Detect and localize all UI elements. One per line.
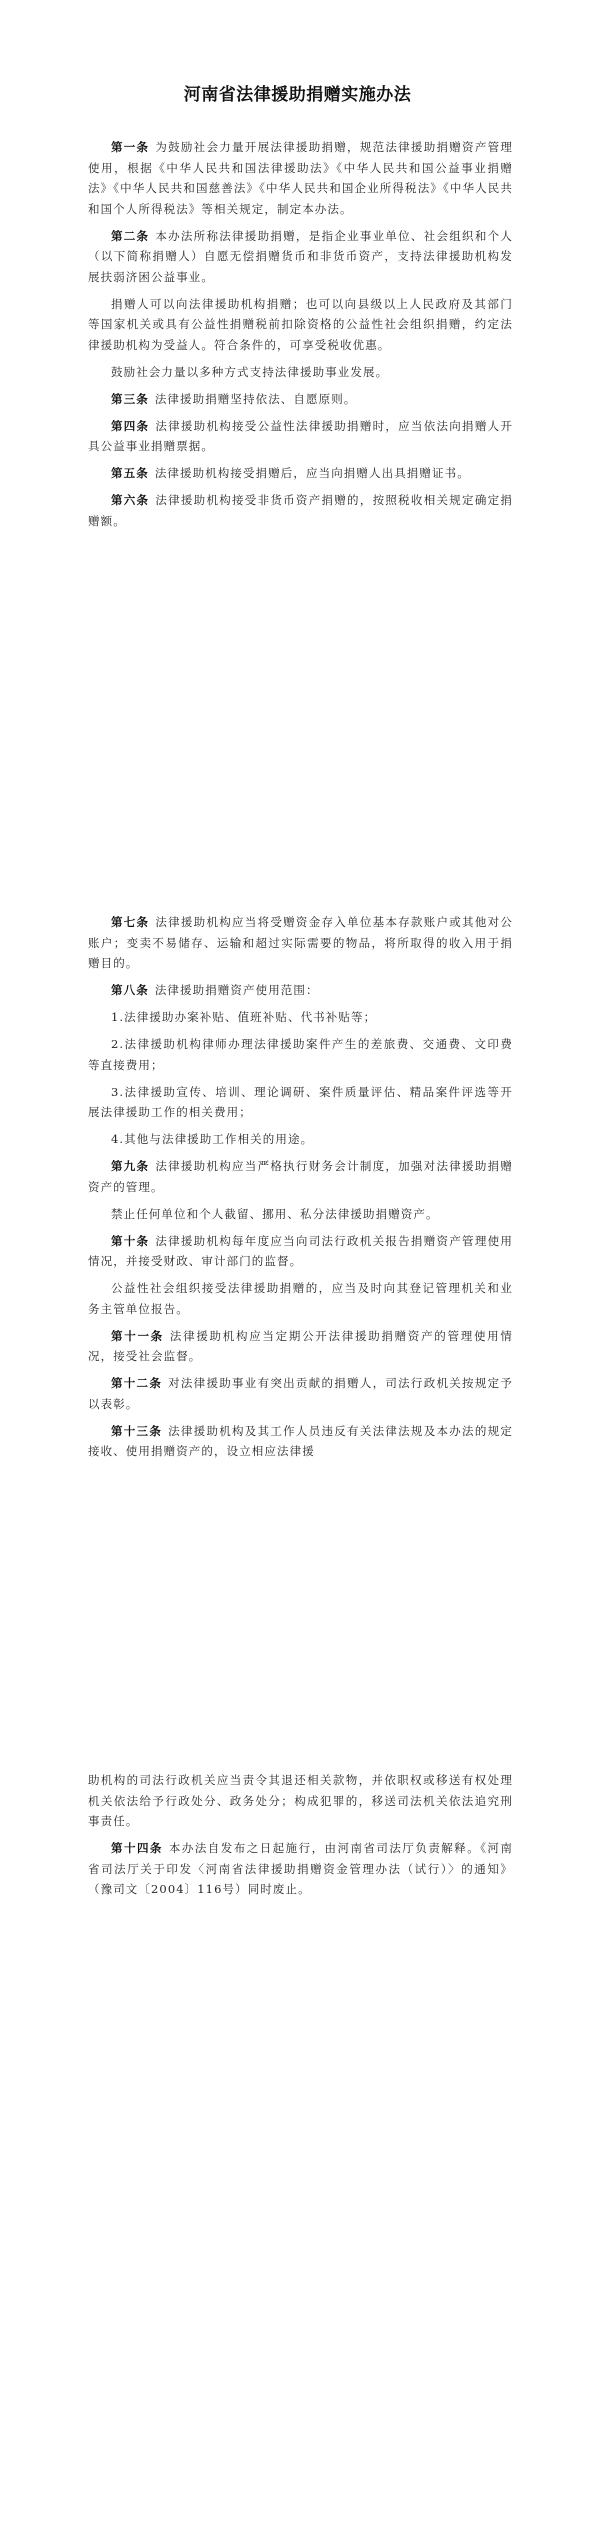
article-number: 第五条 bbox=[111, 466, 149, 480]
document-title: 河南省法律援助捐赠实施办法 bbox=[183, 85, 412, 105]
paragraph bbox=[88, 362, 513, 383]
article-number: 第一条 bbox=[111, 140, 150, 154]
article-paragraph bbox=[88, 389, 513, 410]
article-paragraph bbox=[88, 1838, 513, 1900]
paragraph bbox=[88, 1770, 513, 1832]
article-paragraph bbox=[88, 1421, 513, 1462]
paragraph-text: 法律援助机构及其工作人员违反有关法律法规及本办法的规定接收、使用捐赠资产的，设立相应法律援 bbox=[88, 1423, 513, 1458]
page-2-body bbox=[88, 912, 513, 1468]
paragraph-text: 法律援助机构每年度应当向司法行政机关报告捐赠资产管理使用情况，并接受财政、审计部门的监督。 bbox=[88, 1233, 513, 1268]
article-paragraph bbox=[88, 137, 513, 219]
article-paragraph bbox=[88, 1326, 513, 1367]
paragraph-text: 禁止任何单位和个人截留、挪用、私分法律援助捐赠资产。 bbox=[111, 1206, 439, 1221]
paragraph-text: 法律援助捐赠资产使用范围： bbox=[154, 983, 319, 997]
paragraph-text: 鼓励社会力量以多种方式支持法律援助事业发展。 bbox=[111, 364, 389, 379]
paragraph-text: 本办法所称法律援助捐赠，是指企业事业单位、社会组织和个人（以下简称捐赠人）自愿无偿捐赠货币和非货币资产，支持法律援助机构发展扶弱济困公益事业。 bbox=[88, 228, 513, 284]
paragraph-text: 助机构的司法行政机关应当责令其退还相关款物，并依职权或移送有权处理机关依法给予行政处分、政务处分；构成犯罪的，移送司法机关依法追究刑事责任。 bbox=[88, 1773, 513, 1828]
article-paragraph bbox=[88, 416, 513, 457]
paragraph bbox=[88, 1204, 513, 1225]
article-number: 第二条 bbox=[111, 228, 150, 243]
page-3-body bbox=[88, 1770, 513, 1906]
article-number: 第十三条 bbox=[111, 1423, 163, 1438]
paragraph-text: 法律援助机构应当将受赠资金存入单位基本存款账户或其他对公账户；变卖不易储存、运输和超过实际需要的物品，将所取得的收入用于捐赠目的。 bbox=[88, 915, 513, 970]
article-number: 第十二条 bbox=[111, 1376, 163, 1390]
article-number: 第十四条 bbox=[111, 1841, 163, 1855]
paragraph-text: 法律援助机构接受非货币资产捐赠的，按照税收相关规定确定捐赠额。 bbox=[88, 493, 513, 528]
article-paragraph bbox=[88, 226, 513, 288]
paragraph bbox=[88, 294, 513, 356]
paragraph bbox=[88, 1278, 513, 1319]
paragraph-text: 公益性社会组织接受法律援助捐赠的，应当及时向其登记管理机关和业务主管单位报告。 bbox=[88, 1281, 513, 1316]
paragraph-text: 法律援助机构接受捐赠后，应当向捐赠人出具捐赠证书。 bbox=[154, 466, 470, 480]
paragraph-text: 法律援助机构应当定期公开法律援助捐赠资产的管理使用情况，接受社会监督。 bbox=[88, 1328, 513, 1363]
paragraph-text: 4.其他与法律援助工作相关的用途。 bbox=[111, 1132, 314, 1146]
article-paragraph bbox=[88, 1156, 513, 1197]
paragraph bbox=[88, 1129, 513, 1150]
article-paragraph bbox=[88, 980, 513, 1001]
paragraph-text: 2.法律援助机构律师办理法律援助案件产生的差旅费、交通费、文印费等直接费用； bbox=[88, 1037, 513, 1072]
article-number: 第四条 bbox=[111, 418, 150, 433]
paragraph-text: 法律援助机构接受公益性法律援助捐赠时，应当依法向捐赠人开具公益事业捐赠票据。 bbox=[88, 418, 513, 453]
paragraph-text: 本办法自发布之日起施行，由河南省司法厅负责解释。《河南省司法厅关于印发〈河南省法律援助捐赠资金管理办法（试行）〉的通知》（豫司文〔2004〕116号）同时废止。 bbox=[88, 1841, 513, 1896]
paragraph bbox=[88, 1082, 513, 1123]
article-paragraph bbox=[88, 1231, 513, 1272]
paragraph-text: 捐赠人可以向法律援助机构捐赠；也可以向县级以上人民政府及其部门等国家机关或具有公益性捐赠税前扣除资格的公益性社会组织捐赠，约定法律援助机构为受益人。符合条件的，可享受税收优惠。 bbox=[88, 296, 513, 352]
article-number: 第三条 bbox=[111, 391, 149, 406]
article-paragraph bbox=[88, 463, 513, 484]
article-paragraph bbox=[88, 1373, 513, 1414]
article-number: 第七条 bbox=[111, 915, 150, 929]
article-number: 第十一条 bbox=[111, 1328, 164, 1343]
article-number: 第八条 bbox=[111, 983, 149, 997]
paragraph-text: 为鼓励社会力量开展法律援助捐赠，规范法律援助捐赠资产管理使用，根据《中华人民共和国法律援助法》《中华人民共和国公益事业捐赠法》《中华人民共和国慈善法》《中华人民共和国企业所得税法》《中华人民共和国个人所得税法》等相关规定，制定本办法。 bbox=[88, 140, 513, 216]
paragraph bbox=[88, 1007, 513, 1028]
article-number: 第十条 bbox=[111, 1233, 150, 1248]
paragraph-text: 1.法律援助办案补贴、值班补贴、代书补贴等； bbox=[111, 1010, 377, 1024]
page-1-body bbox=[88, 137, 513, 538]
paragraph-text: 对法律援助事业有突出贡献的捐赠人，司法行政机关按规定予以表彰。 bbox=[88, 1376, 513, 1411]
paragraph-text: 法律援助机构应当严格执行财务会计制度，加强对法律援助捐赠资产的管理。 bbox=[88, 1159, 513, 1194]
paragraph-text: 3.法律援助宣传、培训、理论调研、案件质量评估、精品案件评选等开展法律援助工作的相关费用； bbox=[88, 1084, 513, 1119]
article-paragraph bbox=[88, 490, 513, 531]
paragraph bbox=[88, 1034, 513, 1075]
article-number: 第九条 bbox=[111, 1159, 150, 1173]
article-number: 第六条 bbox=[111, 493, 150, 507]
article-paragraph bbox=[88, 912, 513, 974]
paragraph-text: 法律援助捐赠坚持依法、自愿原则。 bbox=[154, 391, 357, 406]
